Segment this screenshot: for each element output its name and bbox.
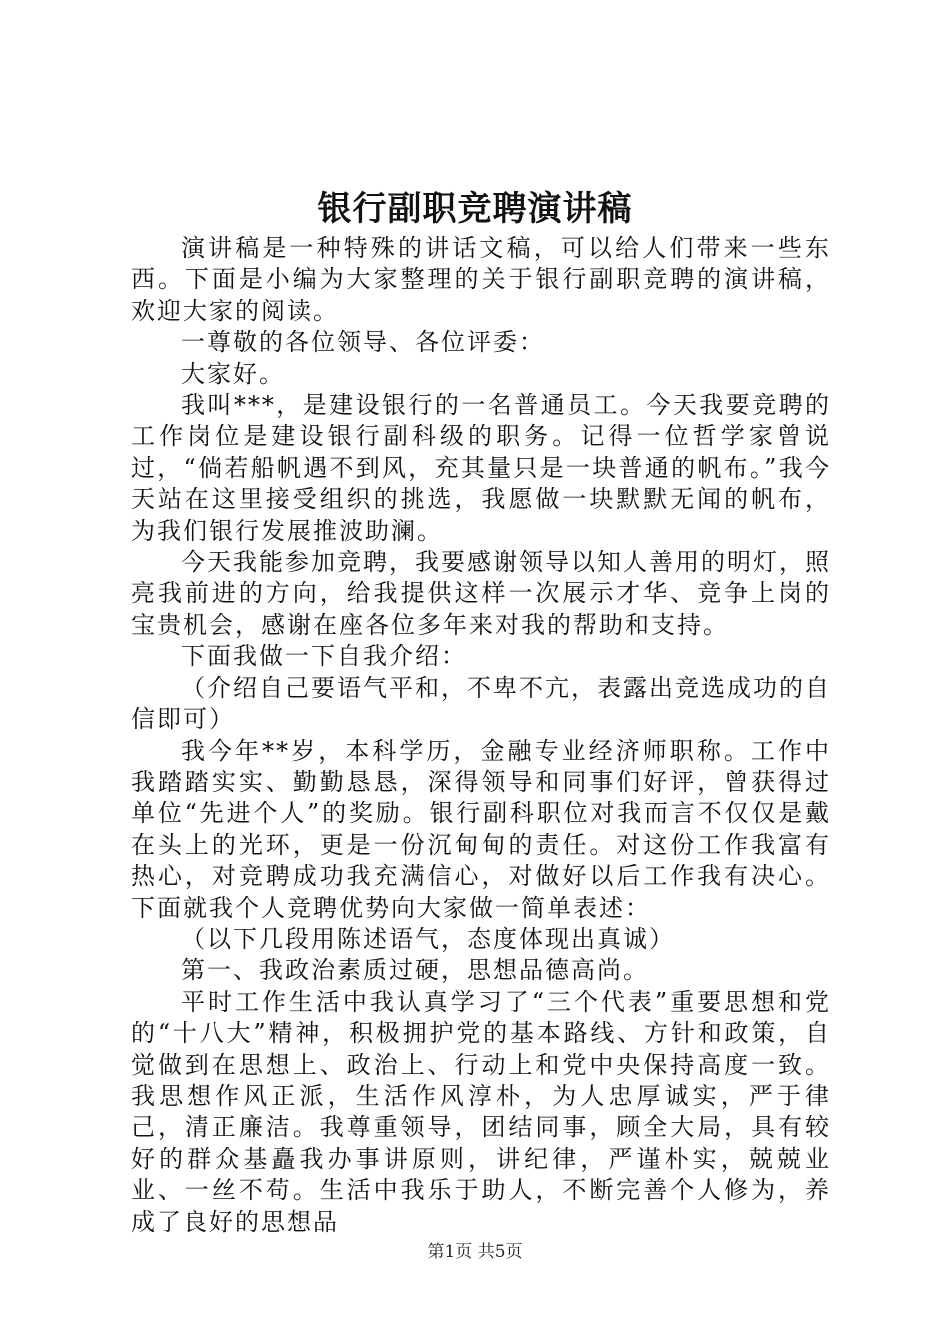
paragraph-thanks: 今天我能参加竞聘，我要感谢领导以知人善用的明灯，照亮我前进的方向，给我提供这样一次展示才华、竞争上岗的宝贵机会，感谢在座各位多年来对我的帮助和支持。 [131, 548, 831, 639]
paragraph-intro-heading: 下面我做一下自我介绍： [181, 642, 467, 671]
page-footer: 第1页 共5页 [427, 1242, 523, 1262]
paragraph-self-name: 我叫***，是建设银行的一名普通员工。今天我要竞聘的工作岗位是建设银行副科级的职务。记得一位哲学家曾说过，“倘若船帆遇不到风，充其量只是一块普通的帆布。”我今天站在这里接受组织的挑选，我愿做一块默默无闻的帆布，为我们银行发展推波助澜。 [131, 391, 831, 545]
paragraph-background: 我今年**岁，本科学历，金融专业经济师职称。工作中我踏踏实实、勤勤恳恳，深得领导和同事们好评，曾获得过单位“先进个人”的奖励。银行副科职位对我而言不仅仅是戴在头上的光环，更是一份沉甸甸的责任。对这份工作我富有热心，对竞聘成功我充满信心，对做好以后工作我有决心。下面就我个人竞聘优势向大家做一简单表述： [131, 736, 831, 922]
paragraph-intro-note: （介绍自己要语气平和，不卑不亢，表露出竞选成功的自信即可） [131, 673, 831, 734]
paragraph-tone-note: （以下几段用陈述语气，态度体现出真诚） [181, 924, 675, 953]
paragraph-salutation: 一尊敬的各位领导、各位评委： [181, 328, 545, 357]
document-title: 银行副职竞聘演讲稿 [317, 189, 633, 229]
document-body [131, 233, 831, 1238]
paragraph-point-one: 第一、我政治素质过硬，思想品德高尚。 [181, 956, 649, 985]
paragraph-point-one-detail: 平时工作生活中我认真学习了“三个代表”重要思想和党的“十八大”精神，积极拥护党的基本路线、方针和政策，自觉做到在思想上、政治上、行动上和党中央保持高度一致。我思想作风正派，生活作风淳朴，为人忠厚诚实，严于律己，清正廉洁。我尊重领导，团结同事，顾全大局，具有较好的群众基矗我办事讲原则，讲纪律，严谨朴实，兢兢业业、一丝不苟。生活中我乐于助人，不断完善个人修为，养成了良好的思想品 [131, 987, 831, 1236]
paragraph-intro: 演讲稿是一种特殊的讲话文稿，可以给人们带来一些东西。下面是小编为大家整理的关于银行副职竞聘的演讲稿，欢迎大家的阅读。 [131, 234, 831, 325]
paragraph-greeting: 大家好。 [181, 359, 285, 388]
